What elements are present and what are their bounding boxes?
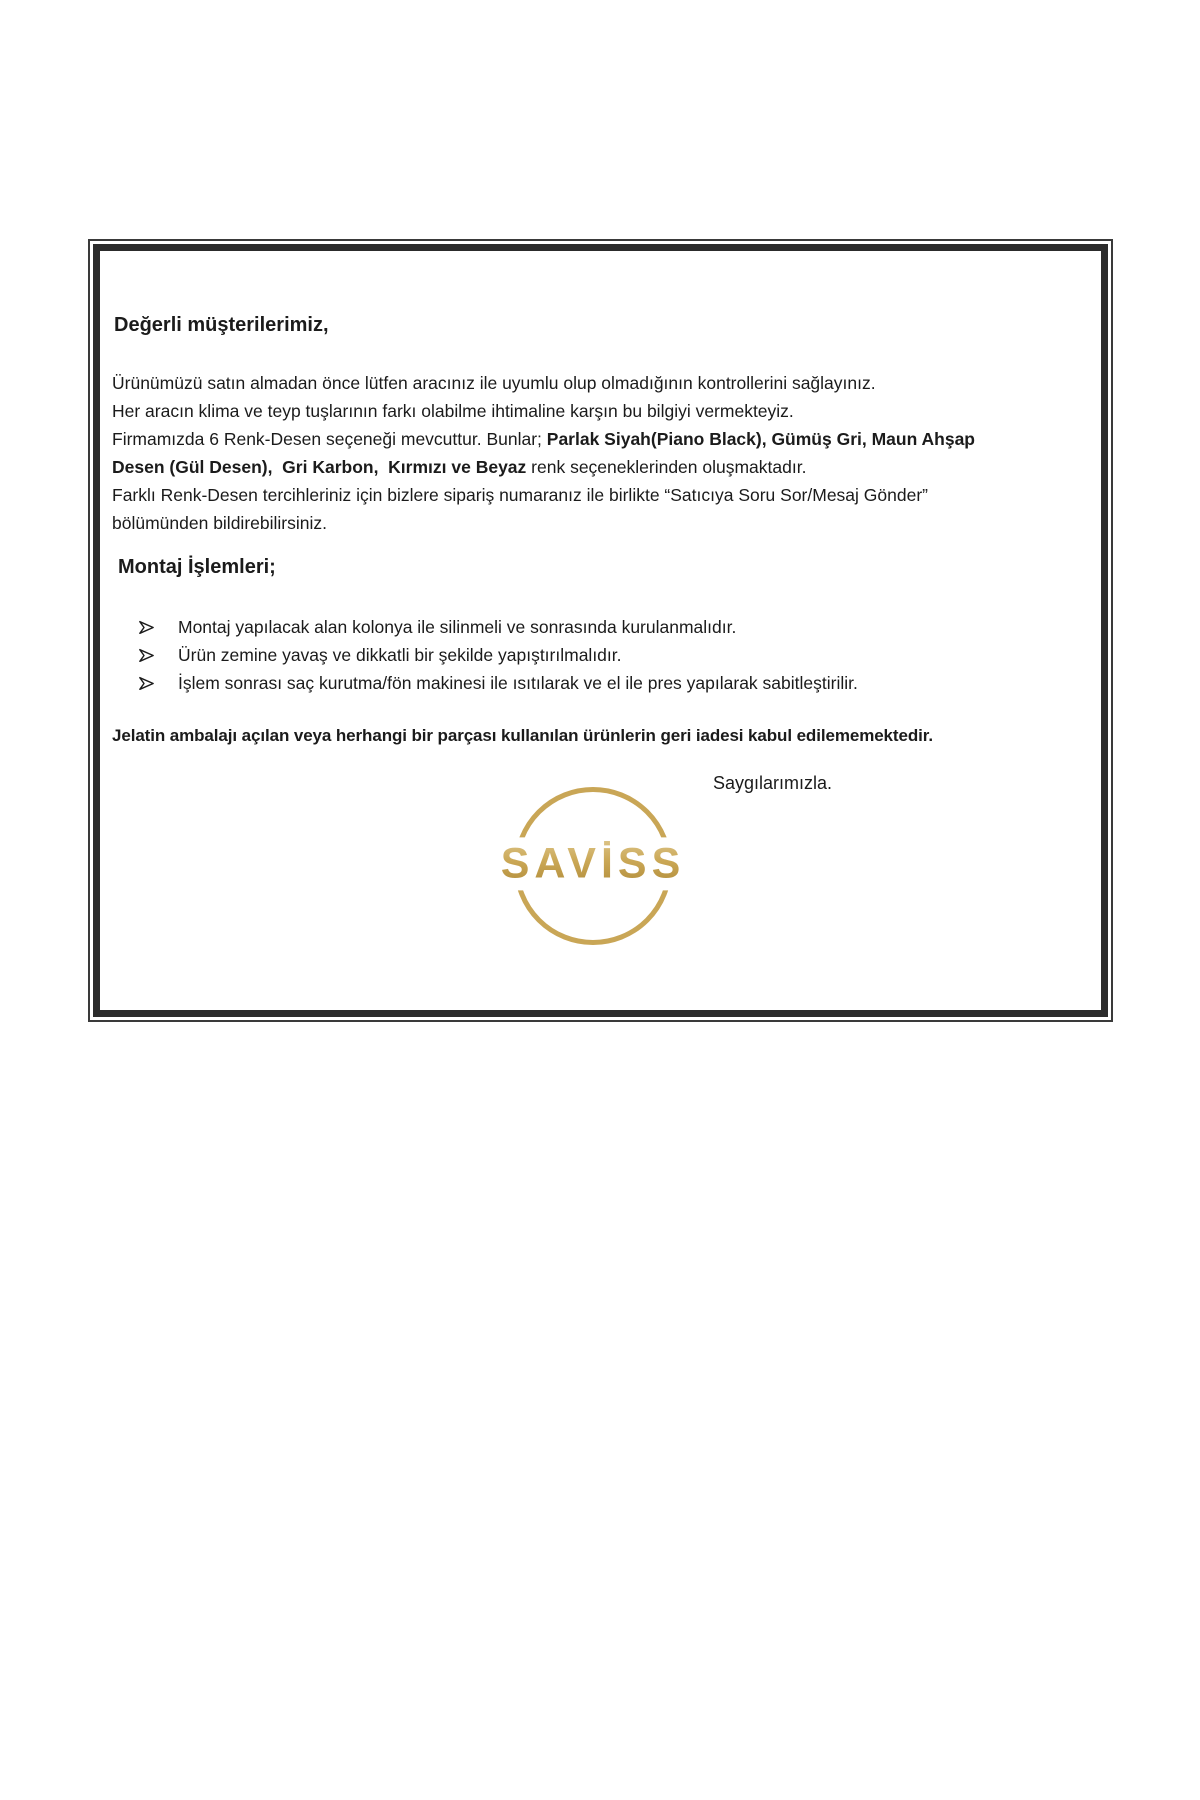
closing-text: Saygılarımızla. xyxy=(713,773,833,793)
text-segment: renk seçeneklerinden oluşmaktadır. xyxy=(526,457,807,477)
intro-line xyxy=(112,453,975,481)
arrow-bullet-icon xyxy=(138,615,178,643)
saviss-logo xyxy=(500,787,686,945)
bullet-text: Montaj yapılacak alan kolonya ile silinmeli ve sonrasında kurulanmalıdır. xyxy=(178,617,737,637)
bullet-item xyxy=(138,613,858,641)
intro-paragraph xyxy=(112,369,975,537)
assembly-heading: Montaj İşlemleri; xyxy=(118,556,276,578)
intro-line xyxy=(112,369,975,397)
text-segment: Firmamızda 6 Renk-Desen seçeneği mevcuttur. Bunlar; xyxy=(112,429,547,449)
logo-text-band xyxy=(495,837,692,890)
notice-frame xyxy=(88,239,1113,1022)
text-segment: Farklı Renk-Desen tercihleriniz için bizlere sipariş numaranız ile birlikte “Satıcıya Soru Sor/Mesaj Gönder” xyxy=(112,485,928,505)
intro-line xyxy=(112,425,975,453)
bullet-text: İşlem sonrası saç kurutma/fön makinesi ile ısıtılarak ve el ile pres yapılarak sabitleştirilir. xyxy=(178,673,858,693)
intro-line xyxy=(112,397,975,425)
intro-line xyxy=(112,481,975,509)
notice-frame-inner xyxy=(93,244,1108,1017)
arrow-bullet-icon xyxy=(138,671,178,699)
bold-text-segment: Parlak Siyah(Piano Black), Gümüş Gri, Maun Ahşap xyxy=(546,429,975,449)
bullet-item xyxy=(138,669,858,697)
bold-text-segment: Desen (Gül Desen), Gri Karbon, Kırmızı ve Beyaz xyxy=(112,457,527,477)
bullet-text: Ürün zemine yavaş ve dikkatli bir şekilde yapıştırılmalıdır. xyxy=(178,645,622,665)
intro-line xyxy=(112,509,975,537)
return-policy-text: Jelatin ambalajı açılan veya herhangi bir parçası kullanılan ürünlerin geri iadesi kabul edilememektedir. xyxy=(112,726,933,745)
logo-wordmark: SAVİSS xyxy=(500,839,686,888)
bullet-item xyxy=(138,641,858,669)
assembly-bullet-list xyxy=(138,613,858,697)
greeting-heading: Değerli müşterilerimiz, xyxy=(114,314,329,336)
text-segment: Her aracın klima ve teyp tuşlarının farkı olabilme ihtimaline karşın bu bilgiyi vermekteyiz. xyxy=(112,401,794,421)
arrow-bullet-icon xyxy=(138,643,178,671)
text-segment: Ürünümüzü satın almadan önce lütfen aracınız ile uyumlu olup olmadığının kontrollerini sağlayınız. xyxy=(112,373,876,393)
text-segment: bölümünden bildirebilirsiniz. xyxy=(112,513,327,533)
